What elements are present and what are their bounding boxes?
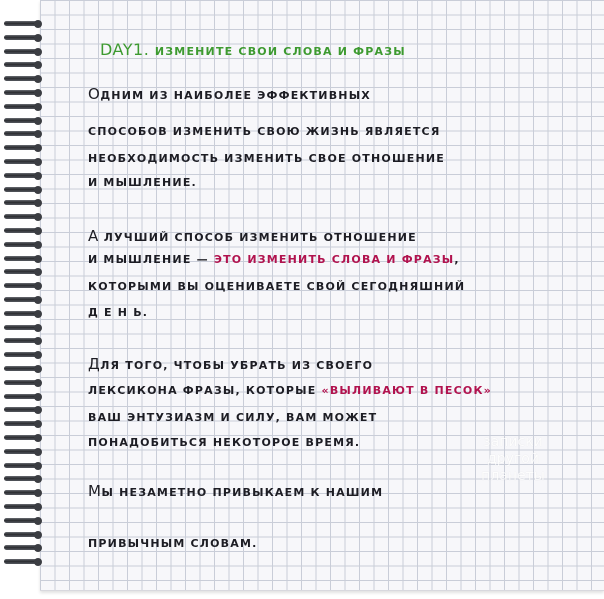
spiral-ring bbox=[4, 544, 44, 553]
spiral-ring bbox=[4, 282, 44, 291]
spiral-ring bbox=[4, 241, 44, 250]
spiral-binding bbox=[0, 20, 48, 580]
spiral-ring bbox=[4, 255, 44, 264]
title-heading: ИЗМЕНИТЕ СВОИ СЛОВА И ФРАЗЫ bbox=[154, 45, 406, 58]
paragraph1-line1: ОДНИМ ИЗ НАИБОЛЕЕ ЭФФЕКТИВНЫХ bbox=[88, 85, 371, 103]
paragraph3-line2: ЛЕКСИКОНА ФРАЗЫ, КОТОРЫЕ «ВЫЛИВАЮТ В ПЕСОК» bbox=[88, 384, 492, 397]
paragraph1-line2: СПОСОБОВ ИЗМЕНИТЬ СВОЮ ЖИЗНЬ ЯВЛЯЕТСЯ bbox=[88, 125, 441, 138]
spiral-ring bbox=[4, 393, 44, 402]
spiral-ring bbox=[4, 489, 44, 498]
highlight-phrase: ЭТО ИЗМЕНИТЬ СЛОВА И ФРАЗЫ bbox=[213, 253, 455, 266]
watermark: записки другой планеты bbox=[481, 434, 545, 484]
spiral-ring bbox=[4, 365, 44, 374]
paragraph2-line3: КОТОРЫМИ ВЫ ОЦЕНИВАЕТЕ СВОЙ СЕГОДНЯШНИЙ bbox=[88, 280, 466, 293]
spiral-ring bbox=[4, 158, 44, 167]
quoted-phrase: «ВЫЛИВАЮТ В ПЕСОК» bbox=[321, 384, 492, 397]
spiral-ring bbox=[4, 186, 44, 195]
paragraph4-line2: ПРИВЫЧНЫМ СЛОВАМ. bbox=[88, 537, 258, 550]
paragraph2-line1: А ЛУЧШИЙ СПОСОБ ИЗМЕНИТЬ ОТНОШЕНИЕ bbox=[88, 227, 417, 245]
spiral-ring bbox=[4, 503, 44, 512]
spiral-ring bbox=[4, 296, 44, 305]
spiral-ring bbox=[4, 34, 44, 43]
paragraph1-line4: И МЫШЛЕНИЕ. bbox=[88, 176, 197, 189]
day-label: DAY1. bbox=[100, 40, 150, 59]
spiral-ring bbox=[4, 199, 44, 208]
page-title bbox=[100, 40, 406, 59]
spiral-ring bbox=[4, 20, 44, 29]
spiral-ring bbox=[4, 103, 44, 112]
spiral-ring bbox=[4, 310, 44, 319]
spiral-ring bbox=[4, 227, 44, 236]
spiral-ring bbox=[4, 531, 44, 540]
spiral-ring bbox=[4, 462, 44, 471]
paragraph2-line2: И МЫШЛЕНИЕ — ЭТО ИЗМЕНИТЬ СЛОВА И ФРАЗЫ, bbox=[88, 253, 460, 266]
spiral-ring bbox=[4, 420, 44, 429]
spiral-ring bbox=[4, 351, 44, 360]
spiral-ring bbox=[4, 144, 44, 153]
spiral-ring bbox=[4, 379, 44, 388]
spiral-ring bbox=[4, 61, 44, 70]
spiral-ring bbox=[4, 475, 44, 484]
paragraph3-line4: ПОНАДОБИТЬСЯ НЕКОТОРОЕ ВРЕМЯ. bbox=[88, 436, 361, 449]
paragraph1-line3: НЕОБХОДИМОСТЬ ИЗМЕНИТЬ СВОЕ ОТНОШЕНИЕ bbox=[88, 152, 445, 165]
spiral-ring bbox=[4, 213, 44, 222]
spiral-ring bbox=[4, 48, 44, 57]
spiral-ring bbox=[4, 434, 44, 443]
spiral-ring bbox=[4, 517, 44, 526]
spiral-ring bbox=[4, 324, 44, 333]
spiral-ring bbox=[4, 75, 44, 84]
spiral-ring bbox=[4, 337, 44, 346]
spiral-ring bbox=[4, 268, 44, 277]
paragraph3-line1: ДЛЯ ТОГО, ЧТОБЫ УБРАТЬ ИЗ СВОЕГО bbox=[88, 355, 374, 373]
spiral-ring bbox=[4, 558, 44, 567]
spiral-ring bbox=[4, 448, 44, 457]
spiral-ring bbox=[4, 130, 44, 139]
spiral-ring bbox=[4, 406, 44, 415]
spiral-ring bbox=[4, 89, 44, 98]
spiral-ring bbox=[4, 172, 44, 181]
paragraph4-line1: МЫ НЕЗАМЕТНО ПРИВЫКАЕМ К НАШИМ bbox=[88, 482, 384, 500]
paragraph2-line4: Д Е Н Ь. bbox=[88, 306, 149, 319]
paragraph3-line3: ВАШ ЭНТУЗИАЗМ И СИЛУ, ВАМ МОЖЕТ bbox=[88, 411, 378, 424]
spiral-ring bbox=[4, 117, 44, 126]
